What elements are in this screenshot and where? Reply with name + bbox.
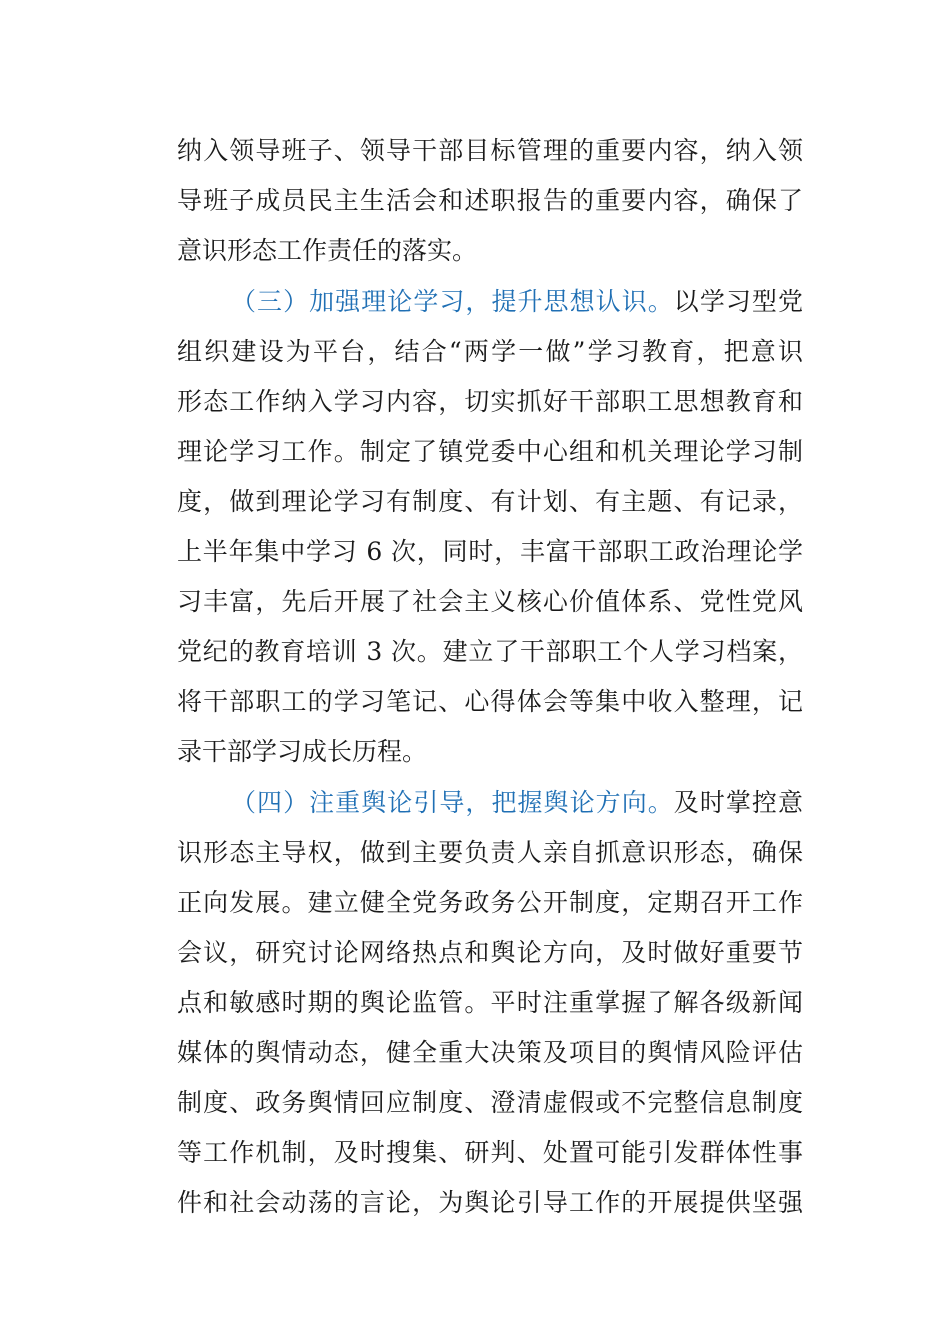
section-4-first-line [177, 778, 803, 828]
section-3-first-line [177, 277, 803, 327]
paragraph-line: 习丰富，先后开展了社会主义核心价值体系、党性党风 [177, 587, 803, 616]
section-3-first-line-text: 以学习型党 [673, 287, 803, 316]
section-4-heading: （四）注重舆论引导，把握舆论方向。 [231, 788, 674, 817]
section-3-paragraph [177, 277, 803, 777]
paragraph-line: 正向发展。建立健全党务政务公开制度，定期召开工作 [177, 888, 803, 917]
paragraph-line: 制度、政务舆情回应制度、澄清虚假或不完整信息制度 [177, 1088, 803, 1117]
section-4-paragraph [177, 778, 803, 1228]
paragraph-line: 上半年集中学习 6 次，同时，丰富干部职工政治理论学 [177, 537, 803, 566]
paragraph-line: 理论学习工作。制定了镇党委中心组和机关理论学习制 [177, 437, 803, 466]
paragraph-line: 识形态主导权，做到主要负责人亲自抓意识形态，确保 [177, 838, 803, 867]
paragraph-line: 形态工作纳入学习内容，切实抓好干部职工思想教育和 [177, 387, 803, 416]
paragraph-line: 党纪的教育培训 3 次。建立了干部职工个人学习档案， [177, 637, 803, 666]
paragraph-line: 导班子成员民主生活会和述职报告的重要内容，确保了 [177, 186, 803, 215]
paragraph-line: 组织建设为平台，结合“两学一做”学习教育，把意识 [177, 337, 803, 366]
paragraph-line: 录干部学习成长历程。 [177, 737, 428, 766]
paragraph-line: 会议，研究讨论网络热点和舆论方向，及时做好重要节 [177, 938, 803, 967]
section-4-first-line-text: 及时掌控意 [673, 788, 803, 817]
section-3-heading: （三）加强理论学习，提升思想认识。 [231, 287, 674, 316]
paragraph-line: 媒体的舆情动态，健全重大决策及项目的舆情风险评估 [177, 1038, 803, 1067]
paragraph-line: 意识形态工作责任的落实。 [177, 236, 478, 265]
continuation-paragraph [177, 126, 803, 276]
paragraph-line: 纳入领导班子、领导干部目标管理的重要内容，纳入领 [177, 136, 803, 165]
paragraph-line: 度，做到理论学习有制度、有计划、有主题、有记录， [177, 487, 803, 516]
paragraph-line: 点和敏感时期的舆论监管。平时注重掌握了解各级新闻 [177, 988, 803, 1017]
paragraph-line: 将干部职工的学习笔记、心得体会等集中收入整理，记 [177, 687, 803, 716]
paragraph-line: 件和社会动荡的言论，为舆论引导工作的开展提供坚强 [177, 1188, 803, 1217]
paragraph-line: 等工作机制，及时搜集、研判、处置可能引发群体性事 [177, 1138, 803, 1167]
